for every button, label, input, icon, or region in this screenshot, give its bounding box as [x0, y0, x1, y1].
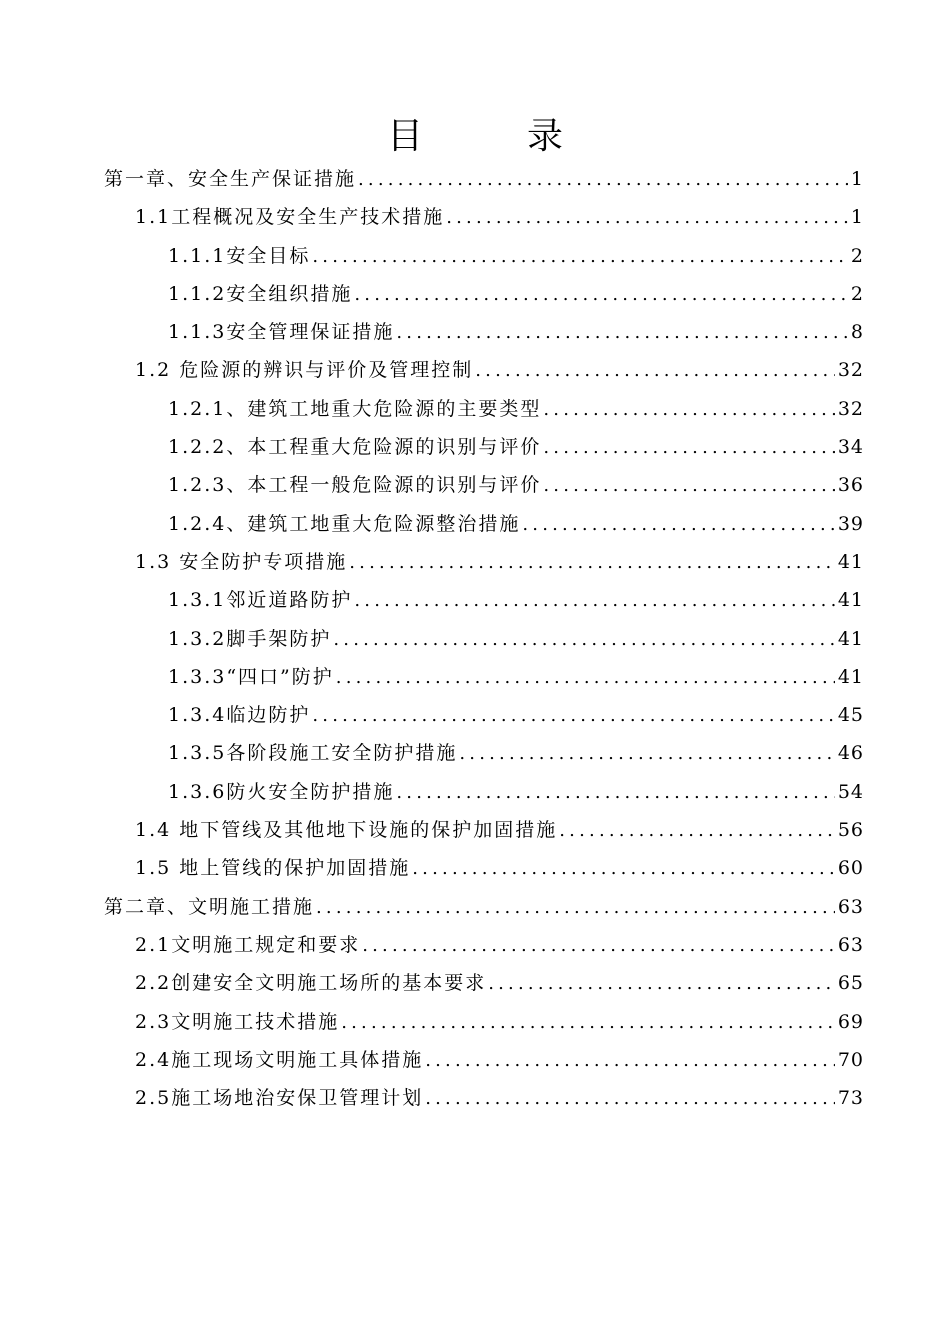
toc-dot-leader	[314, 889, 835, 927]
toc-page-number: 34	[837, 436, 864, 459]
toc-dot-leader	[310, 238, 848, 276]
toc-dot-leader	[423, 1080, 835, 1118]
toc-dot-leader	[360, 927, 835, 965]
toc-page-number: 36	[837, 474, 864, 497]
toc-entry[interactable]	[104, 543, 864, 581]
toc-entry[interactable]	[104, 581, 864, 619]
toc-entry[interactable]	[104, 313, 864, 351]
toc-entry-label: 2.4施工现场文明施工具体措施	[135, 1048, 424, 1071]
toc-entry-label: 1.2.3、本工程一般危险源的识别与评价	[168, 474, 542, 497]
toc-dot-leader	[541, 467, 834, 505]
toc-entry-label: 1.3 安全防护专项措施	[135, 550, 348, 573]
toc-entry-label: 1.3.4临边防护	[168, 704, 311, 727]
toc-entry[interactable]	[104, 160, 864, 198]
toc-dot-leader	[352, 276, 848, 314]
toc-page-number: 41	[837, 589, 864, 612]
toc-entry[interactable]	[104, 505, 864, 543]
toc-entry[interactable]	[104, 1079, 864, 1117]
toc-entry[interactable]	[104, 466, 864, 504]
table-of-contents	[104, 160, 864, 1117]
toc-entry[interactable]	[104, 237, 864, 275]
toc-entry[interactable]	[104, 351, 864, 389]
toc-entry[interactable]	[104, 428, 864, 466]
toc-entry-label: 1.1.3安全管理保证措施	[168, 321, 395, 344]
toc-page-number: 2	[850, 282, 864, 305]
toc-page-number: 41	[837, 665, 864, 688]
toc-page-number: 63	[837, 895, 864, 918]
toc-entry[interactable]	[104, 888, 864, 926]
toc-page-number: 63	[837, 933, 864, 956]
toc-dot-leader	[310, 697, 834, 735]
toc-entry[interactable]	[104, 1041, 864, 1079]
toc-entry-label: 1.3.1邻近道路防护	[168, 589, 353, 612]
toc-page-number: 73	[837, 1087, 864, 1110]
toc-page-number: 41	[837, 550, 864, 573]
toc-page-number: 32	[837, 397, 864, 420]
toc-entry-label: 1.2.4、建筑工地重大危险源整治措施	[168, 512, 521, 535]
toc-entry-label: 1.3.5各阶段施工安全防护措施	[168, 742, 458, 765]
toc-dot-leader	[352, 582, 834, 620]
toc-entry[interactable]	[104, 696, 864, 734]
toc-entry-label: 2.5施工场地治安保卫管理计划	[135, 1087, 424, 1110]
toc-dot-leader	[520, 506, 834, 544]
toc-dot-leader	[410, 850, 835, 888]
toc-page-number: 56	[837, 819, 864, 842]
toc-page-number: 1	[850, 206, 864, 229]
toc-entry-label: 1.3.2脚手架防护	[168, 627, 332, 650]
toc-page-number: 54	[837, 780, 864, 803]
toc-dot-leader	[457, 735, 834, 773]
toc-dot-leader	[334, 659, 835, 697]
toc-entry[interactable]	[104, 773, 864, 811]
toc-entry-label: 1.5 地上管线的保护加固措施	[135, 857, 411, 880]
toc-entry[interactable]	[104, 849, 864, 887]
toc-entry-label: 第一章、安全生产保证措施	[104, 168, 357, 190]
toc-entry-label: 2.2创建安全文明施工场所的基本要求	[135, 972, 487, 995]
toc-entry-label: 1.2 危险源的辨识与评价及管理控制	[135, 359, 474, 382]
toc-page-number: 32	[837, 359, 864, 382]
page-title: 目 录	[386, 116, 597, 157]
toc-page-number: 70	[837, 1048, 864, 1071]
toc-dot-leader	[339, 1004, 835, 1042]
toc-entry-label: 2.3文明施工技术措施	[135, 1010, 340, 1033]
toc-page-number: 65	[837, 972, 864, 995]
toc-page-number: 45	[837, 704, 864, 727]
toc-dot-leader	[331, 621, 834, 659]
toc-page-number: 1	[850, 168, 864, 190]
toc-entry[interactable]	[104, 811, 864, 849]
toc-dot-leader	[356, 161, 848, 199]
toc-dot-leader	[423, 1042, 835, 1080]
toc-dot-leader	[394, 774, 834, 812]
toc-entry-label: 1.3.6防火安全防护措施	[168, 780, 395, 803]
toc-entry-label: 1.4 地下管线及其他地下设施的保护加固措施	[135, 819, 558, 842]
toc-dot-leader	[347, 544, 835, 582]
toc-page-number: 60	[837, 857, 864, 880]
toc-entry[interactable]	[104, 390, 864, 428]
toc-entry[interactable]	[104, 926, 864, 964]
toc-dot-leader	[557, 812, 835, 850]
toc-entry[interactable]	[104, 198, 864, 236]
toc-entry[interactable]	[104, 620, 864, 658]
toc-dot-leader	[473, 352, 835, 390]
toc-entry-label: 1.1.2安全组织措施	[168, 282, 353, 305]
toc-entry-label: 1.1.1安全目标	[168, 244, 311, 267]
toc-entry[interactable]	[104, 1003, 864, 1041]
toc-page-number: 39	[837, 512, 864, 535]
toc-page-number: 8	[850, 321, 864, 344]
toc-page-number: 41	[837, 627, 864, 650]
toc-dot-leader	[444, 199, 848, 237]
toc-entry[interactable]	[104, 658, 864, 696]
toc-page-number: 2	[850, 244, 864, 267]
toc-dot-leader	[486, 965, 835, 1003]
toc-entry[interactable]	[104, 964, 864, 1002]
toc-entry[interactable]	[104, 275, 864, 313]
toc-entry-label: 第二章、文明施工措施	[104, 895, 315, 918]
toc-dot-leader	[541, 391, 834, 429]
toc-entry-label: 1.1工程概况及安全生产技术措施	[135, 206, 445, 229]
toc-entry-label: 2.1文明施工规定和要求	[135, 933, 361, 956]
toc-page-number: 46	[837, 742, 864, 765]
toc-page-number: 69	[837, 1010, 864, 1033]
toc-entry-label: 1.2.2、本工程重大危险源的识别与评价	[168, 436, 542, 459]
toc-dot-leader	[541, 429, 834, 467]
toc-entry-label: 1.2.1、建筑工地重大危险源的主要类型	[168, 397, 542, 420]
toc-dot-leader	[394, 314, 848, 352]
toc-entry[interactable]	[104, 734, 864, 772]
toc-entry-label: 1.3.3“四口”防护	[168, 665, 334, 688]
